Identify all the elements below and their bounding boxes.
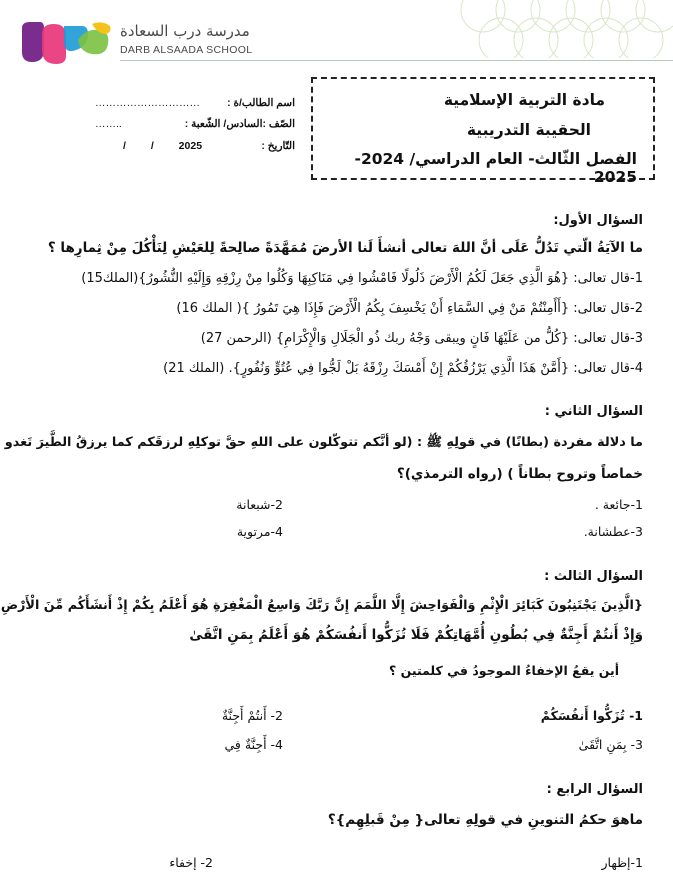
q2-text-line2: خماصاً وتروح بطاناً ) (رواه الترمذي)؟: [396, 466, 643, 482]
student-date-field[interactable]: / / 2025: [123, 140, 203, 152]
q2-text-line1: ما دلالة مفردة (بطانًا) في قولِهِ ﷺ : (لو أنَّكم تتوكّلون على اللهِ حقَّ توكلِهِ لرزقَكم كما يرزقُ الطَّيرَ تَغدو: [4, 435, 643, 450]
logo-shape-pink: [42, 24, 66, 64]
term-title: الفصل الثّالث- العام الدراسي/ 2024-2025: [354, 150, 637, 186]
subject-box: [311, 77, 655, 186]
q3-question: أين يقعُ الإخفاءُ الموجودُ في كلمتين ؟: [389, 663, 619, 678]
q2-option-2[interactable]: 2-شبعانة: [236, 497, 283, 512]
header-divider: [120, 60, 673, 61]
q1-option-4[interactable]: 4-قال تعالى: {أَمَّنْ هَذَا الَّذِي يَرْزُقُكُمْ إِنْ أَمْسَكَ رِزْقَهُ بَلْ لَجُّوا فِي عُتُوٍّ وَنُفُورٍ}. (الملك 21): [163, 361, 643, 376]
q2-option-3[interactable]: 3-عطشانة.: [583, 524, 643, 539]
q3-title: السؤال الثالث :: [544, 569, 643, 584]
student-class-field[interactable]: ……..: [95, 118, 122, 130]
q2-option-1[interactable]: 1-جائعة .: [594, 497, 643, 512]
q2-option-4[interactable]: 4-مرتوية: [236, 524, 283, 539]
q4-option-2[interactable]: 2- إخفاء: [169, 855, 213, 870]
q1-option-3[interactable]: 3-قال تعالى: {كُلُّ من عَلَيْهَا فَانٍ ويبقى وَجْهُ ربك ذُو الْجَلَالِ وَالْإِكْرَامِ} (الرحمن 27): [200, 331, 643, 346]
q4-title: السؤال الرابع :: [546, 782, 643, 797]
school-name-en: DARB ALSAADA SCHOOL: [120, 44, 253, 56]
student-name-label: اسم الطالب/ة :: [227, 97, 295, 109]
q4-option-1[interactable]: 1-إظهار: [601, 855, 643, 870]
student-date-label: التّاريخ :: [261, 140, 295, 152]
q3-option-2[interactable]: 2- أَنتُمْ أَجِنَّةٌ: [221, 708, 283, 723]
q1-option-1[interactable]: 1-قال تعالى: {هُوَ الَّذِي جَعَلَ لَكُمُ الْأَرْضَ ذَلُولًا فَامْشُوا فِي مَنَاكِبِهَا وَكُلُوا مِنْ رِزْقِهِ وَإِلَيْهِ النُّشُورُ}(الملك15): [81, 271, 643, 286]
q3-verse-line1: {الَّذِينَ يَجْتَنِبُونَ كَبَائِرَ الْإِثْمِ وَالْفَوَاحِشَ إِلَّا اللَّمَمَ إِنَّ رَبَّكَ وَاسِعُ الْمَغْفِرَةِ هُوَ أَعْلَمُ بِكُمْ إِذْ أَنشَأَكُم مِّنَ الْأَرْضِ: [0, 598, 643, 613]
logo-shape-purple: [22, 22, 44, 62]
q4-text: ماهوَ حكمُ التنوينِ في قولِهِ تعالى{ مِنْ قَبلِهِم}؟: [327, 812, 643, 828]
q3-option-3[interactable]: 3- بِمَنِ اتَّقَىٰ: [578, 737, 643, 752]
q1-title: السؤال الأول:: [553, 213, 643, 228]
decorative-pattern: [443, 0, 673, 58]
q1-option-2[interactable]: 2-قال تعالى: {أَأَمِنْتُمْ مَنْ فِي السَّمَاءِ أَنْ يَخْسِفَ بِكُمُ الْأَرْضَ فَإِذَا هِيَ تَمُورُ }( الملك 16): [176, 301, 643, 316]
student-name-field[interactable]: …………………………: [95, 97, 200, 109]
school-name-ar: مدرسة درب السعادة: [120, 22, 250, 40]
student-class-label: الصّف :السادس/ الشّعبة :: [184, 118, 295, 130]
q3-option-1[interactable]: 1- تُزَكُّوا أَنفُسَكُمْ: [540, 708, 643, 723]
q3-verse-line2: وَإِذْ أَنتُمْ أَجِنَّةٌ فِي بُطُونِ أُمَّهَاتِكُمْ فَلَا تُزَكُّوا أَنفُسَكُمْ هُوَ أَعْلَمُ بِمَنِ اتَّقَىٰ: [189, 627, 643, 643]
q2-title: السؤال الثاني :: [544, 404, 643, 419]
q3-option-4[interactable]: 4- أَجِنَّةٌ فِي: [224, 737, 283, 752]
training-bag-title: الحقيبة التدريبية: [466, 121, 591, 139]
subject-title: مادة التربية الإسلامية: [443, 91, 605, 109]
school-logo: [20, 20, 112, 66]
q1-text: ما الآيَةُ الّتي تَدُلُّ عَلَى أنَّ اللهَ تعالى أنشأَ لَنا الأرضَ مُمَهَّدَةً صالِحةً لِلعَيْشِ لِنَأْكُلَ مِنْ ثِمارِها ؟: [47, 240, 643, 256]
